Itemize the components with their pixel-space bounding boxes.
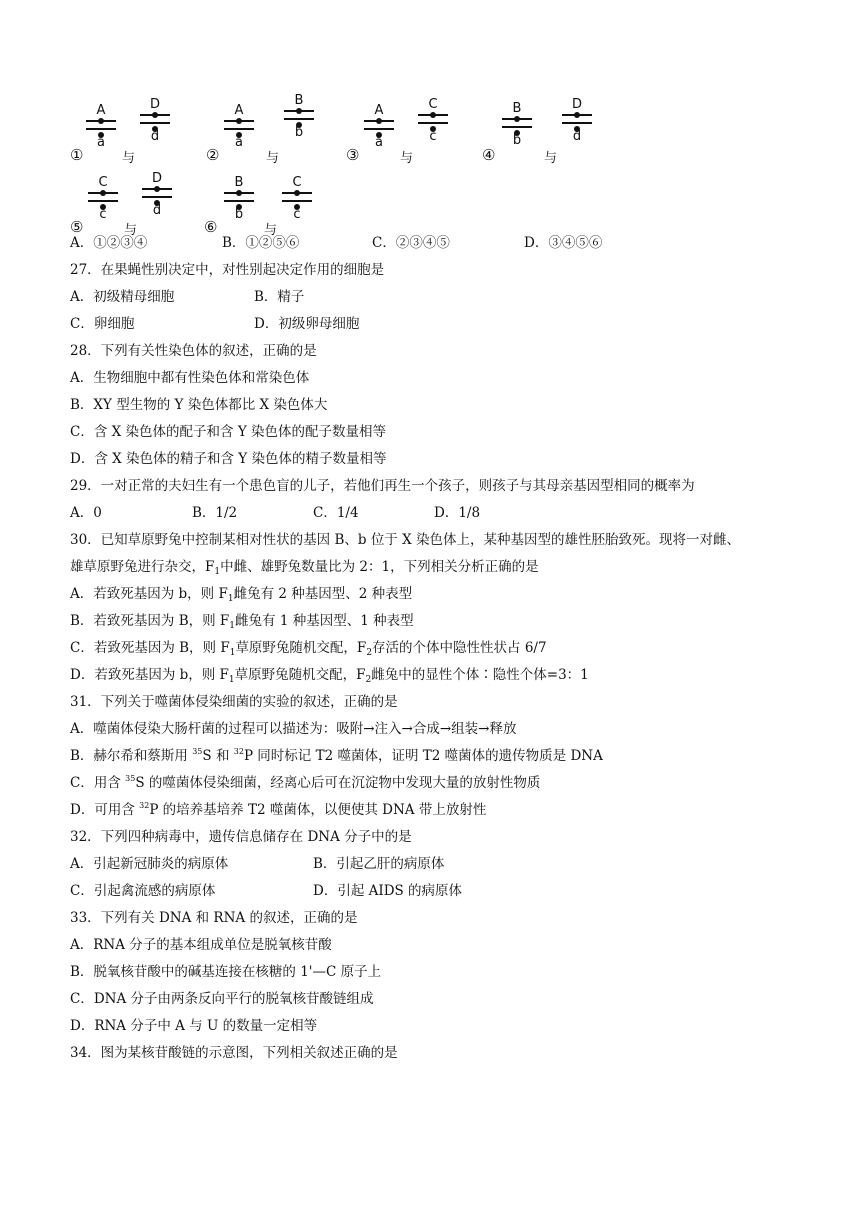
- join-word: 与: [124, 223, 138, 238]
- join-word: 与: [122, 151, 136, 166]
- chromosome-right: D d: [140, 172, 174, 222]
- pair-number: ③: [346, 146, 360, 164]
- join-word: 与: [400, 151, 414, 166]
- q34-stem: 34．图为某核苷酸链的示意图，下列相关叙述正确的是: [70, 1045, 398, 1061]
- join-word: 与: [544, 151, 558, 166]
- q32-option-a: A．引起新冠肺炎的病原体: [70, 856, 229, 872]
- q27-option-b: B．精子: [254, 289, 305, 305]
- q32-stem: 32．下列四种病毒中，遗传信息储存在 DNA 分子中的是: [70, 829, 412, 845]
- q28-option-b: B．XY 型生物的 Y 染色体都比 X 染色体大: [70, 397, 328, 413]
- join-word: 与: [264, 223, 278, 238]
- pair-number: ④: [482, 146, 496, 164]
- chromosome-left: A a: [362, 104, 396, 154]
- gene-pair-3: [346, 97, 456, 166]
- q30-option-c: C．若致死基因为 B，则 $F_1$草原野兔随机交配，$F_2$存活的个体中隐性性状占 6/7: [70, 640, 547, 658]
- q26-option-b: B．①②⑤⑥: [222, 235, 300, 251]
- q26-option-c: C．②③④⑤: [372, 235, 450, 251]
- q30-option-a: A．若致死基因为 b，则 $F_1$雌兔有 2 种基因型、2 种表型: [70, 586, 413, 604]
- pair-number: ②: [206, 146, 220, 164]
- chromosome-right: D d: [138, 98, 172, 148]
- chromosome-left: B b: [500, 102, 534, 152]
- q26-option-d: D．③④⑤⑥: [524, 235, 603, 251]
- q31-stem: 31．下列关于噬菌体侵染细菌的实验的叙述，正确的是: [70, 694, 398, 710]
- q29-stem: 29．一对正常的夫妇生有一个患色盲的儿子，若他们再生一个孩子，则孩子与其母亲基因型相同的概率为: [70, 478, 695, 494]
- gene-pair-2: [206, 93, 326, 166]
- chromosome-right: B b: [282, 94, 316, 144]
- chromosome-left: A a: [84, 104, 118, 154]
- gene-pair-6: [204, 176, 324, 236]
- q27-option-c: C．卵细胞: [70, 316, 135, 332]
- q30-stem-line2: 雄草原野兔进行杂交，$F_1$中雌、雄野兔数量比为 2：1，下列相关分析正确的是: [70, 559, 539, 577]
- q31-option-b: B．赫尔希和蔡斯用 $^{35}$S 和 $^{32}$P 同时标记 T2 噬菌体，证明 T2 噬菌体的遗传物质是 DNA: [70, 747, 603, 764]
- q31-option-a: A．噬菌体侵染大肠杆菌的过程可以描述为：吸附→注入→合成→组装→释放: [70, 721, 517, 737]
- diagram-row-1: [70, 93, 630, 176]
- gene-pair-1: [70, 97, 180, 166]
- q33-option-d: D．RNA 分子中 A 与 U 的数量一定相等: [70, 1018, 318, 1034]
- chromosome-right: C c: [416, 98, 450, 148]
- pair-number: ①: [70, 146, 84, 164]
- q32-option-c: C．引起禽流感的病原体: [70, 883, 216, 899]
- chromosome-right: C c: [280, 176, 314, 226]
- chromosome-left: C c: [86, 176, 120, 226]
- q27-option-d: D．初级卵母细胞: [254, 316, 360, 332]
- q33-option-b: B．脱氧核苷酸中的碱基连接在核糖的 1'—C 原子上: [70, 964, 382, 980]
- gene-pair-4: [482, 97, 602, 166]
- q29-option-d: D．1/8: [434, 505, 481, 521]
- join-word: 与: [266, 151, 280, 166]
- gene-pair-5: [70, 171, 180, 238]
- q26-option-a: A．①②③④: [70, 235, 148, 251]
- q30-option-b: B．若致死基因为 B，则 $F_1$雌兔有 1 种基因型、1 种表型: [70, 613, 414, 631]
- q31-option-d: D．可用含 $^{32}$P 的培养基培养 T2 噬菌体，以便使其 DNA 带上放射性: [70, 801, 487, 818]
- q28-option-d: D．含 X 染色体的精子和含 Y 染色体的精子数量相等: [70, 451, 387, 467]
- q32-option-b: B．引起乙肝的病原体: [313, 856, 445, 872]
- pair-number: ⑥: [204, 218, 218, 236]
- q27-stem: 27．在果蝇性别决定中，对性别起决定作用的细胞是: [70, 262, 385, 278]
- q30-stem-line1: 30．已知草原野兔中控制某相对性状的基因 B、b 位于 X 染色体上，某种基因型的雄性胚胎致死。现将一对雌、: [70, 532, 741, 548]
- q28-option-c: C．含 X 染色体的配子和含 Y 染色体的配子数量相等: [70, 424, 387, 440]
- chromosome-left: B b: [222, 176, 256, 226]
- chromosome-right: D d: [560, 98, 594, 148]
- q28-stem: 28．下列有关性染色体的叙述，正确的是: [70, 343, 317, 359]
- q29-option-c: C．1/4: [313, 505, 359, 521]
- q32-option-d: D．引起 AIDS 的病原体: [313, 883, 463, 899]
- q28-option-a: A．生物细胞中都有性染色体和常染色体: [70, 370, 310, 386]
- chromosome-left: A a: [222, 104, 256, 154]
- q30-option-d: D．若致死基因为 b，则 $F_1$草原野兔随机交配，$F_2$雌兔中的显性个体∶隐性个体=3：1: [70, 667, 589, 685]
- q29-option-b: B．1/2: [192, 505, 238, 521]
- q29-option-a: A．0: [70, 505, 102, 521]
- q33-stem: 33．下列有关 DNA 和 RNA 的叙述，正确的是: [70, 910, 358, 926]
- q33-option-c: C．DNA 分子由两条反向平行的脱氧核苷酸链组成: [70, 991, 374, 1007]
- pair-number: ⑤: [70, 218, 84, 236]
- q27-option-a: A．初级精母细胞: [70, 289, 175, 305]
- q31-option-c: C．用含 $^{35}$S 的噬菌体侵染细菌，经离心后可在沉淀物中发现大量的放射性物质: [70, 774, 541, 791]
- q33-option-a: A．RNA 分子的基本组成单位是脱氧核苷酸: [70, 937, 332, 953]
